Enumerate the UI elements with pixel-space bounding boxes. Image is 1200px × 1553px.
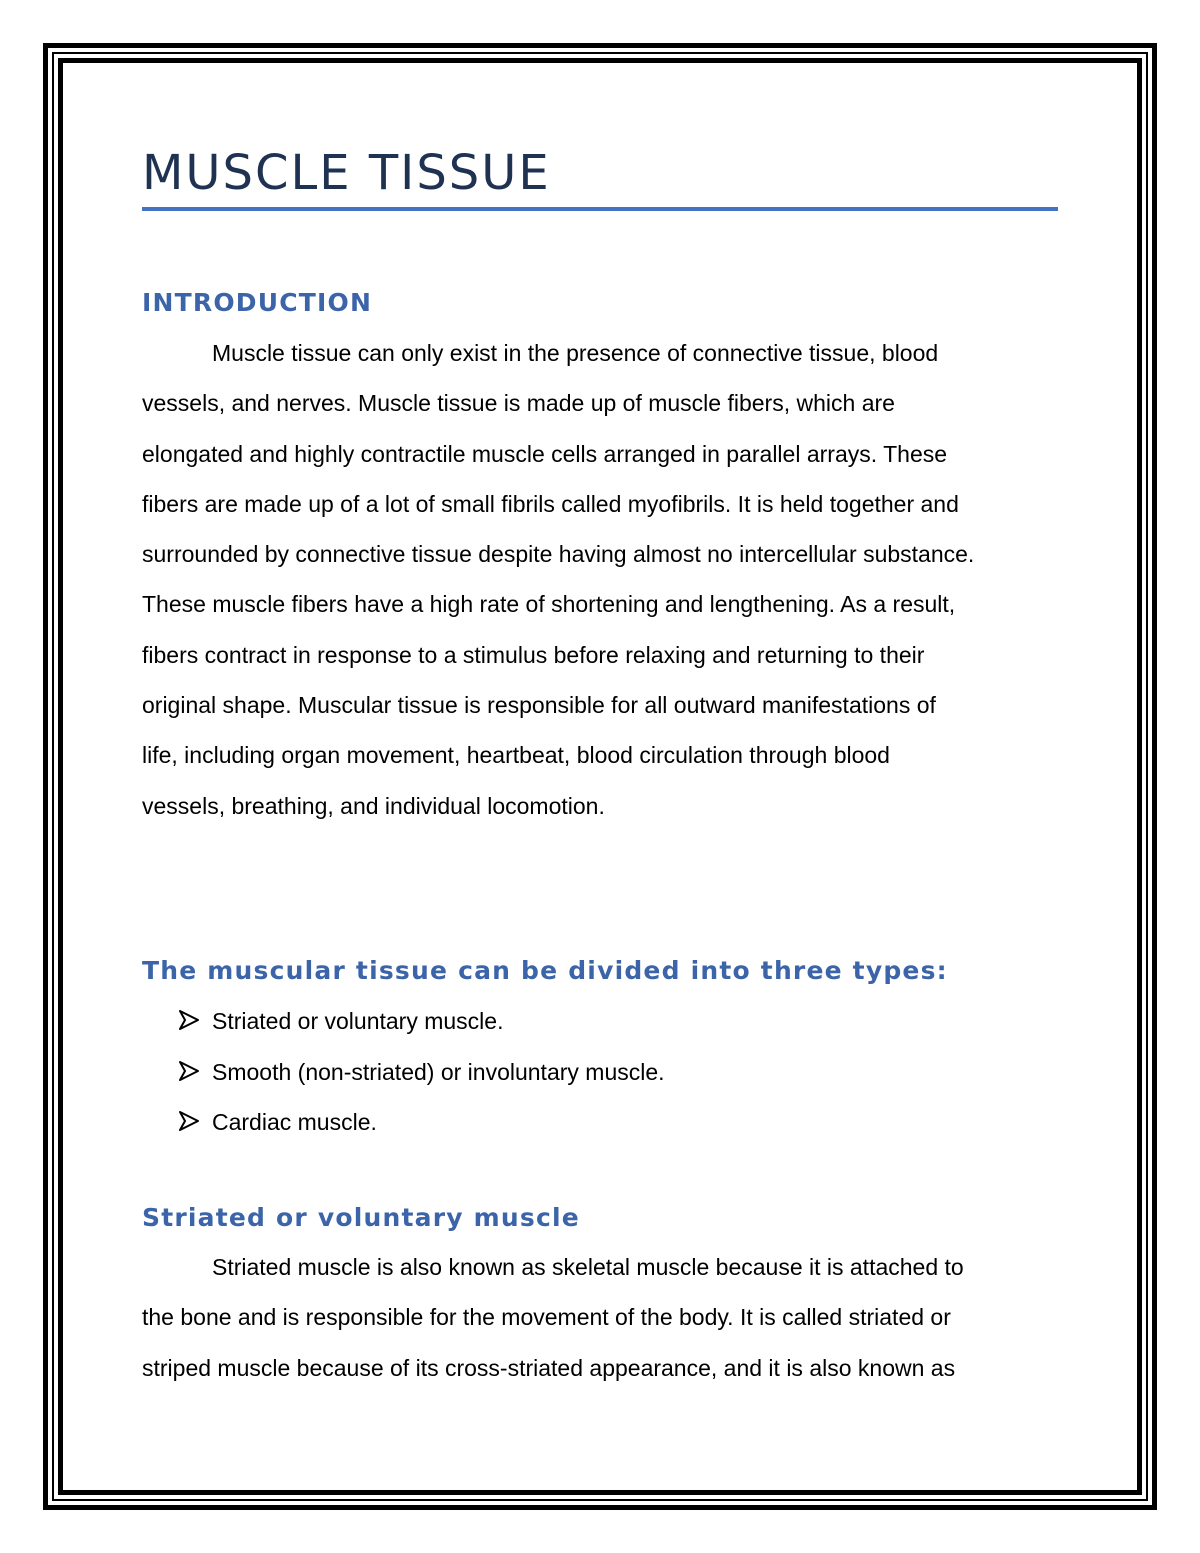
list-item-text: Striated or voluntary muscle. — [212, 1008, 504, 1034]
list-item-text: Cardiac muscle. — [212, 1109, 377, 1135]
paragraph-line: striped muscle because of its cross-striated appearance, and it is also known as — [142, 1354, 956, 1381]
introduction-paragraph — [142, 328, 1062, 831]
paragraph-line: vessels, and nerves. Muscle tissue is made up of muscle fibers, which are — [142, 390, 895, 417]
paragraph-line: Muscle tissue can only exist in the presence of connective tissue, blood — [212, 340, 939, 366]
document-title: MUSCLE TISSUE — [142, 145, 551, 201]
paragraph-line: fibers are made up of a lot of small fibrils called myofibrils. It is held together and — [142, 490, 959, 517]
types-heading: The muscular tissue can be divided into three types: — [142, 956, 948, 985]
arrowhead-bullet-icon — [178, 1110, 212, 1134]
arrowhead-bullet-icon — [178, 1009, 212, 1033]
paragraph-line: surrounded by connective tissue despite having almost no intercellular substance. — [142, 541, 975, 568]
muscle-types-list — [178, 996, 665, 1148]
introduction-heading: INTRODUCTION — [142, 288, 373, 317]
list-item — [178, 1047, 665, 1098]
paragraph-line: These muscle fibers have a high rate of shortening and lengthening. As a result, — [142, 591, 956, 618]
striated-muscle-paragraph — [142, 1242, 1062, 1393]
paragraph-line: the bone and is responsible for the movement of the body. It is called striated or — [142, 1304, 951, 1331]
paragraph-line: elongated and highly contractile muscle cells arranged in parallel arrays. These — [142, 440, 948, 467]
list-item — [178, 996, 665, 1047]
paragraph-line: original shape. Muscular tissue is responsible for all outward manifestations of — [142, 692, 936, 719]
paragraph-line: vessels, breathing, and individual locomotion. — [142, 792, 605, 819]
paragraph-line: Striated muscle is also known as skeletal muscle because it is attached to — [212, 1254, 964, 1280]
paragraph-line: life, including organ movement, heartbeat, blood circulation through blood — [142, 742, 890, 769]
list-item-text: Smooth (non-striated) or involuntary muscle. — [212, 1058, 665, 1085]
striated-muscle-heading: Striated or voluntary muscle — [142, 1203, 580, 1232]
title-underline-rule — [142, 207, 1058, 211]
paragraph-line: fibers contract in response to a stimulus before relaxing and returning to their — [142, 641, 925, 668]
arrowhead-bullet-icon — [178, 1060, 212, 1084]
list-item — [178, 1097, 665, 1148]
